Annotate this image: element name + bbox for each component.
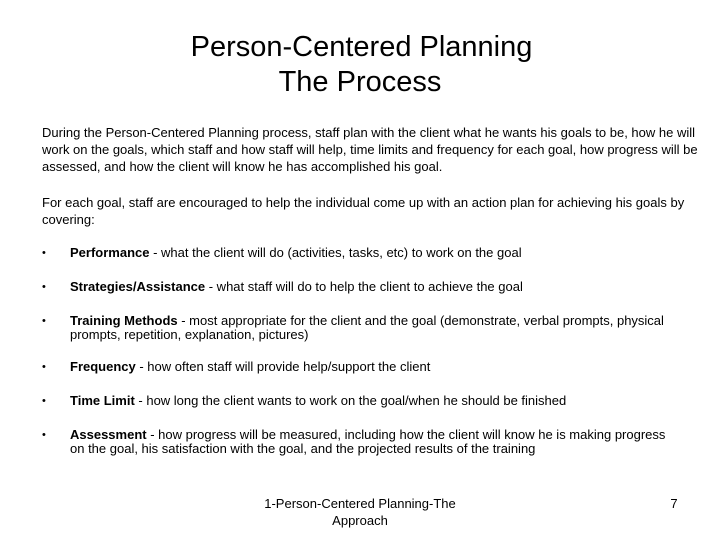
bullet-icon: • [42, 281, 46, 293]
bullet-icon: • [42, 429, 46, 441]
action-plan-paragraph: For each goal, staff are encouraged to help the individual come up with an action plan for achieving his goals by covering: [42, 195, 685, 227]
bullet-term: Time Limit [70, 393, 135, 408]
bullet-text: - what the client will do (activities, tasks, etc) to work on the goal [149, 245, 522, 260]
bullet-icon: • [42, 247, 46, 259]
bullet-icon: • [42, 315, 46, 327]
intro-paragraph: During the Person-Centered Planning process, staff plan with the client what he wants his goals to be, how he will work on the goals, which staff and how staff will help, time limits and frequency for each goal, how progress will be assessed, and how the client will know he has accomplished his goal. [42, 125, 698, 174]
slide-title [0, 30, 720, 100]
bullet-term: Frequency [70, 359, 136, 374]
bullet-term: Assessment [70, 427, 147, 442]
slide-footer: 1-Person-Centered Planning-The Approach [264, 496, 456, 528]
bullet-text: - how often staff will provide help/support the client [135, 359, 431, 374]
bullet-icon: • [42, 395, 46, 407]
bullet-text: - what staff will do to help the client to achieve the goal [205, 279, 523, 294]
page-number: 7 [670, 496, 678, 511]
bullet-text: - most appropriate for the client and the goal (demonstrate, verbal prompts, physical prompts, repetition, explanation, pictures) [70, 313, 664, 342]
bullet-term: Training Methods [70, 313, 178, 328]
bullet-icon: • [42, 361, 46, 373]
bullet-term: Performance [70, 245, 150, 260]
bullet-text: - how long the client wants to work on the goal/when he should be finished [134, 393, 567, 408]
bullet-text: - how progress will be measured, including how the client will know he is making progress on the goal, his satisfaction with the goal, and the projected results of the training [70, 427, 666, 456]
title-line-2: The Process [278, 66, 442, 98]
bullet-term: Strategies/Assistance [70, 279, 206, 294]
title-line-1: Person-Centered Planning [190, 31, 533, 63]
